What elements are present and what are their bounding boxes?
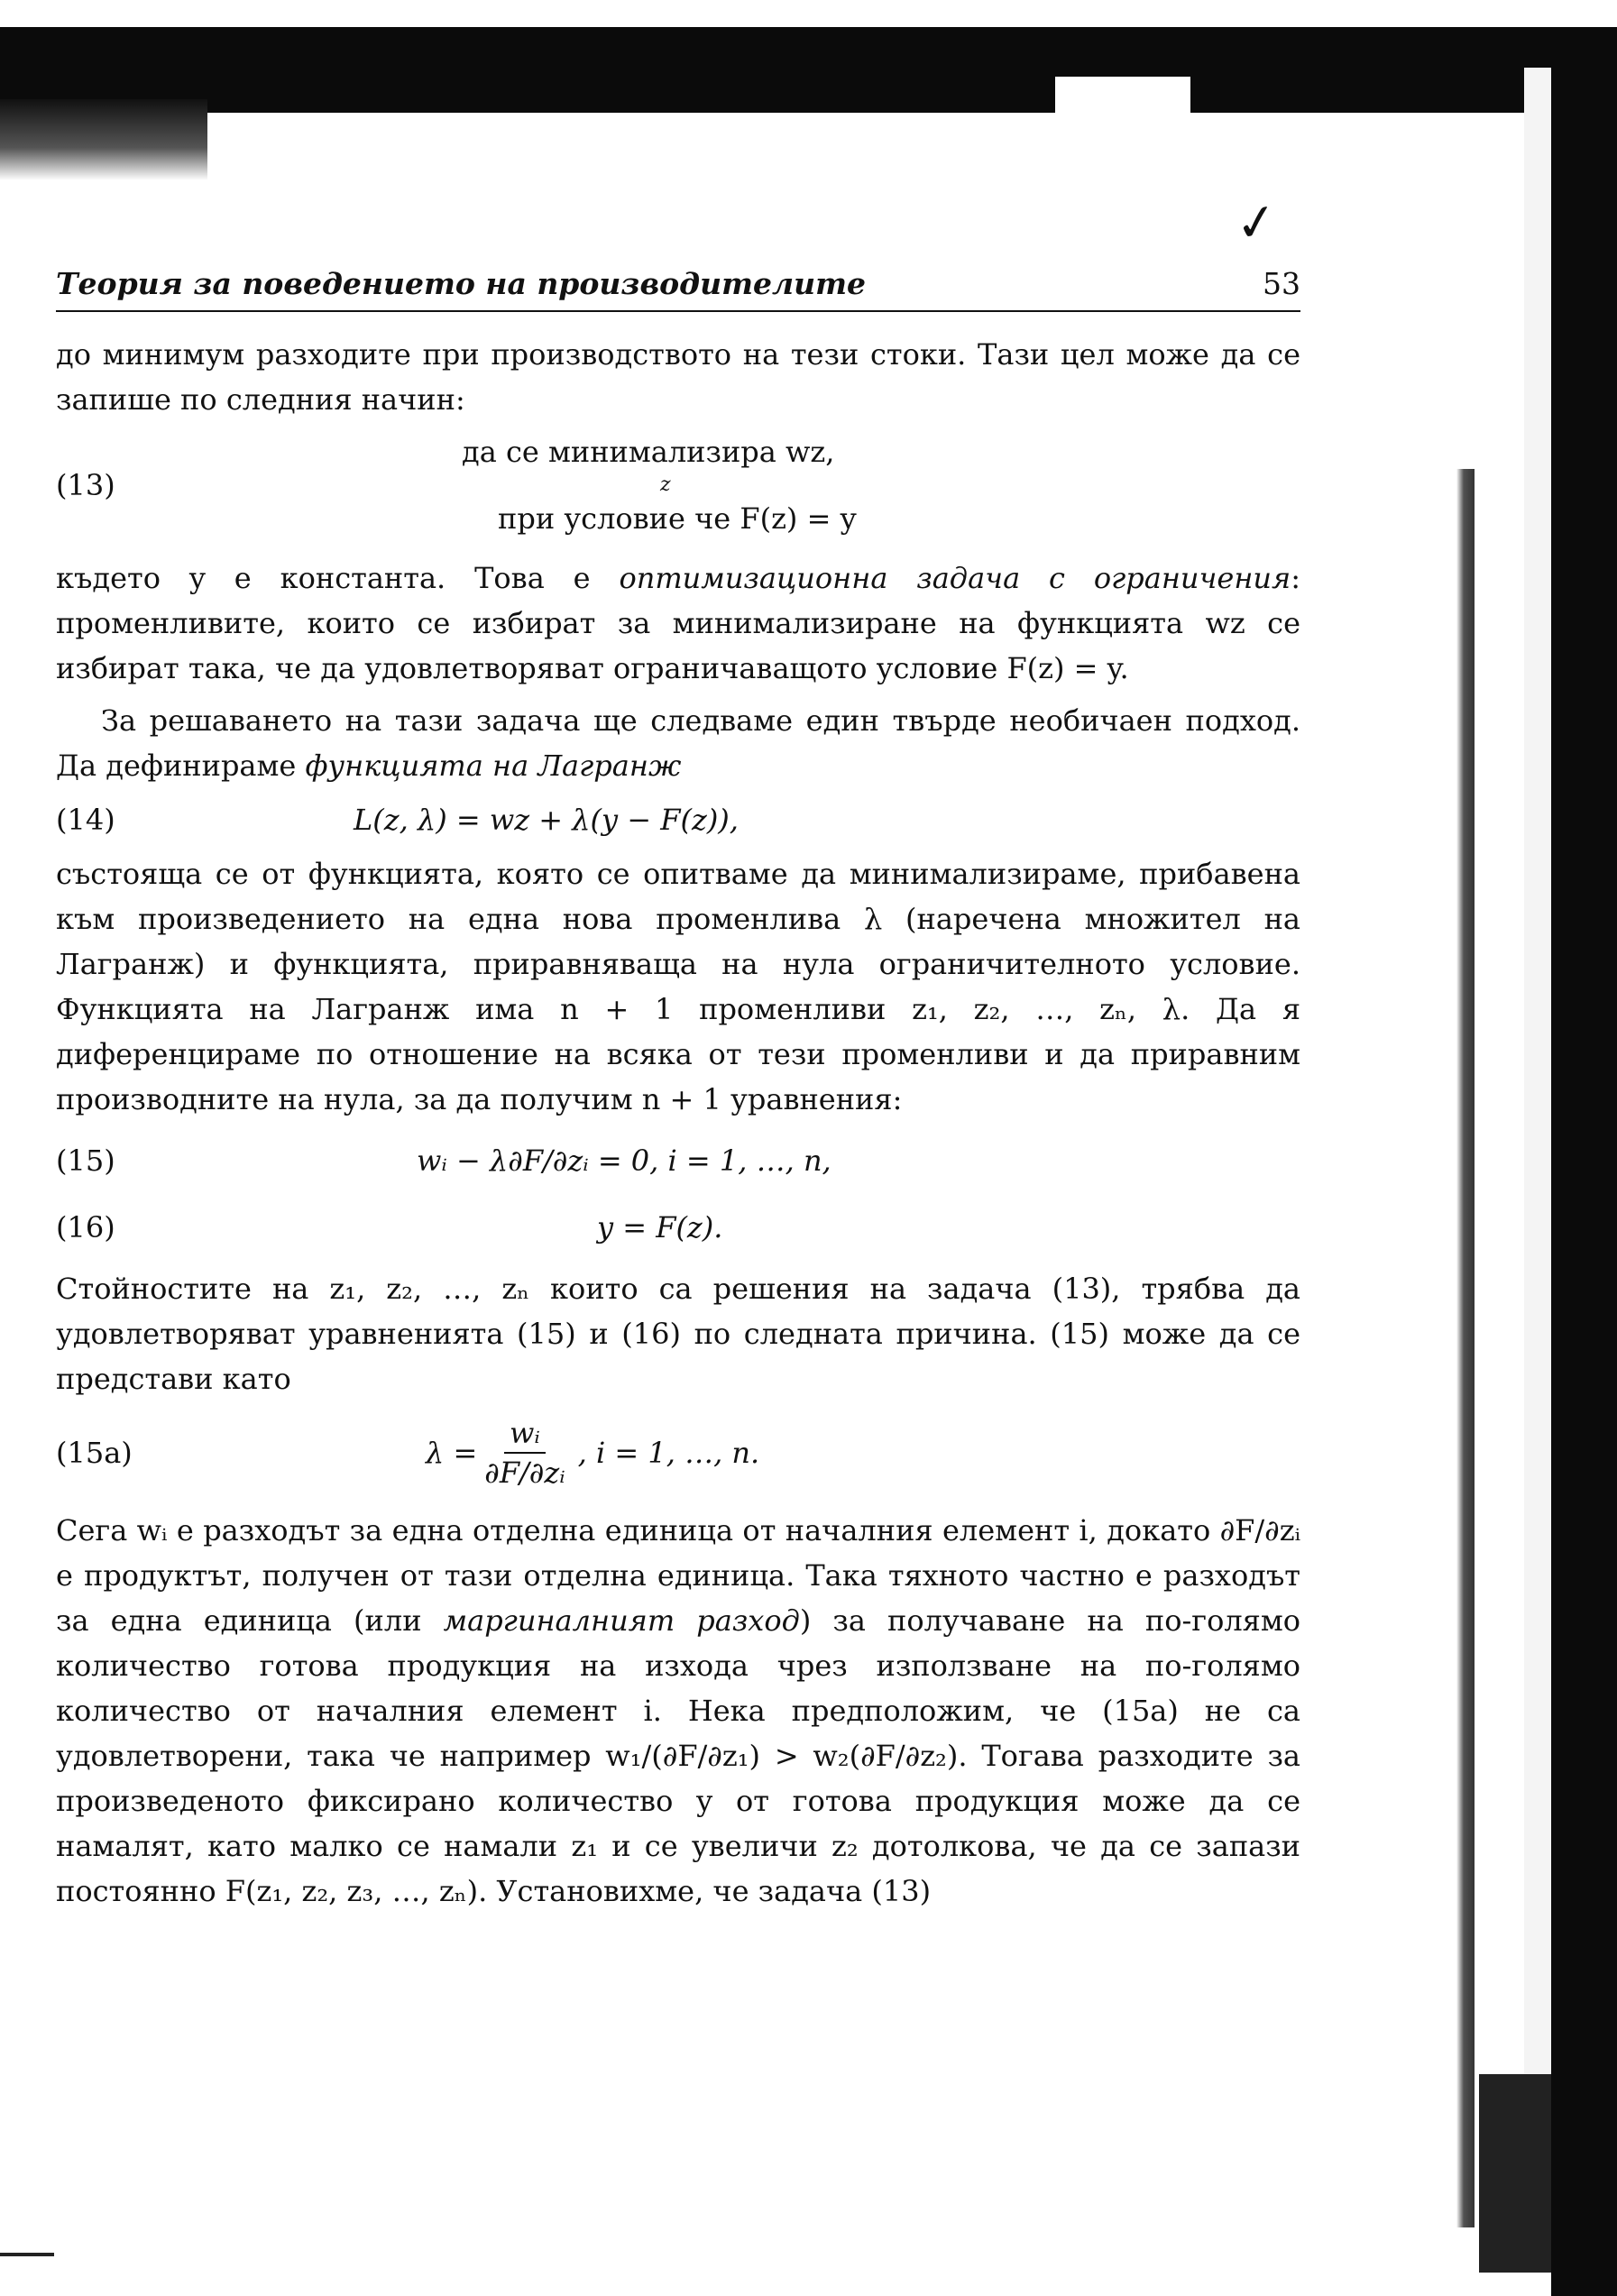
page-body	[56, 262, 1300, 1914]
scan-border-gap	[1055, 77, 1190, 113]
equation-lhs: λ =	[426, 1436, 478, 1470]
fraction-numerator: wᵢ	[504, 1414, 546, 1454]
paragraph-6	[56, 1508, 1300, 1914]
equation-15a	[56, 1414, 1300, 1492]
text-run: ) за получаване на по-голямо количество готова продукция на изхода чрез използване на по-голямо количество от началния елемент i. Нека предположим, че (15а) не са удовлетворени, така че например w₁/(∂F/∂z₁) > w₂(∂F/∂z₂). Тогава разходите за произведеното фиксирано количество y от готова продукция може да се намалят, като малко се намали z₁ и се увеличи z₂ дотолкова, че да се запази постоянно F(z₁, z₂, z₃, …, zₙ). Установихме, че задача (13)	[56, 1603, 1300, 1908]
handwritten-checkmark: ✓	[1231, 191, 1282, 255]
equation-15	[56, 1138, 1300, 1183]
text-run: Сега wᵢ е разходът за една отделна единица от началния елемент i, докато ∂F/∂zᵢ е продуктът, получен от тази отделна единица. Така тяхното частно е разходът за една единица (или	[56, 1513, 1300, 1638]
text-run: За решаването на тази задача ще следваме един твърде необичаен подход. Да дефинираме	[56, 703, 1300, 783]
equation-number: (14)	[56, 803, 115, 837]
equation-body: L(z, λ) = wz + λ(y − F(z)),	[354, 803, 739, 837]
equation-number: (15)	[56, 1143, 115, 1178]
scan-border-right	[1551, 27, 1617, 2296]
paragraph-5: Стойностите на z₁, z₂, …, zₙ които са решения на задача (13), трябва да удовлетворяват уравненията (15) и (16) по следната причина. (15) може да се представи като	[56, 1272, 1300, 1396]
equation-16	[56, 1205, 1300, 1250]
scan-page-edge	[1524, 68, 1551, 2268]
scan-binding-shadow-bottom	[1479, 2074, 1551, 2273]
scan-corner-shadow	[0, 99, 207, 180]
equation-number: (16)	[56, 1210, 115, 1244]
equation-rest: , i = 1, …, n.	[577, 1436, 760, 1470]
paragraph-1: до минимум разходите при производството на тези стоки. Тази цел може да се запише по следния начин:	[56, 337, 1300, 417]
equation-subscript: z	[660, 473, 671, 496]
equation-13	[56, 429, 1300, 541]
running-title: Теория за поведението на производителите	[56, 266, 867, 301]
equation-14	[56, 797, 1300, 842]
equation-number: (15а)	[56, 1436, 133, 1470]
italic-term: оптимизационна задача с ограничения	[619, 561, 1291, 595]
italic-term: маргиналният разход	[443, 1603, 800, 1638]
equation-number: (13)	[56, 468, 115, 502]
scan-mark	[0, 2253, 54, 2256]
fraction-denominator: ∂F/∂zᵢ	[484, 1456, 565, 1490]
equation-body: y = F(z).	[597, 1210, 723, 1244]
fraction	[484, 1414, 565, 1492]
paragraph-3	[56, 698, 1300, 788]
equation-line: да се минимализира wz,	[462, 435, 835, 469]
equation-body: wᵢ − λ∂F/∂zᵢ = 0, i = 1, …, n,	[417, 1143, 831, 1178]
italic-term: функцията на Лагранж	[305, 748, 682, 783]
text-run: където y е константа. Това е	[56, 561, 620, 595]
text-run: : променливите, които се избират за минимализиране на функцията wz се избират така, че да удовлетворяват ограничаващото условие F(z) = y.	[56, 561, 1300, 685]
scan-border-top	[0, 27, 1617, 113]
page-number: 53	[1263, 266, 1300, 301]
running-head	[56, 262, 1300, 312]
scan-binding-shadow	[1456, 469, 1475, 2227]
equation-line: при условие че F(z) = y	[498, 501, 857, 536]
paragraph-2	[56, 556, 1300, 691]
paragraph-4: състояща се от функцията, която се опитваме да минимализираме, прибавена към произведението на една нова променлива λ (наречена множител на Лагранж) и функцията, приравняваща на нула ограничителното условие. Функцията на Лагранж има n + 1 променливи z₁, z₂, …, zₙ, λ. Да я диференцираме по отношение на всяка от тези променливи и да приравним производните на нула, за да получим n + 1 уравнения:	[56, 857, 1300, 1116]
